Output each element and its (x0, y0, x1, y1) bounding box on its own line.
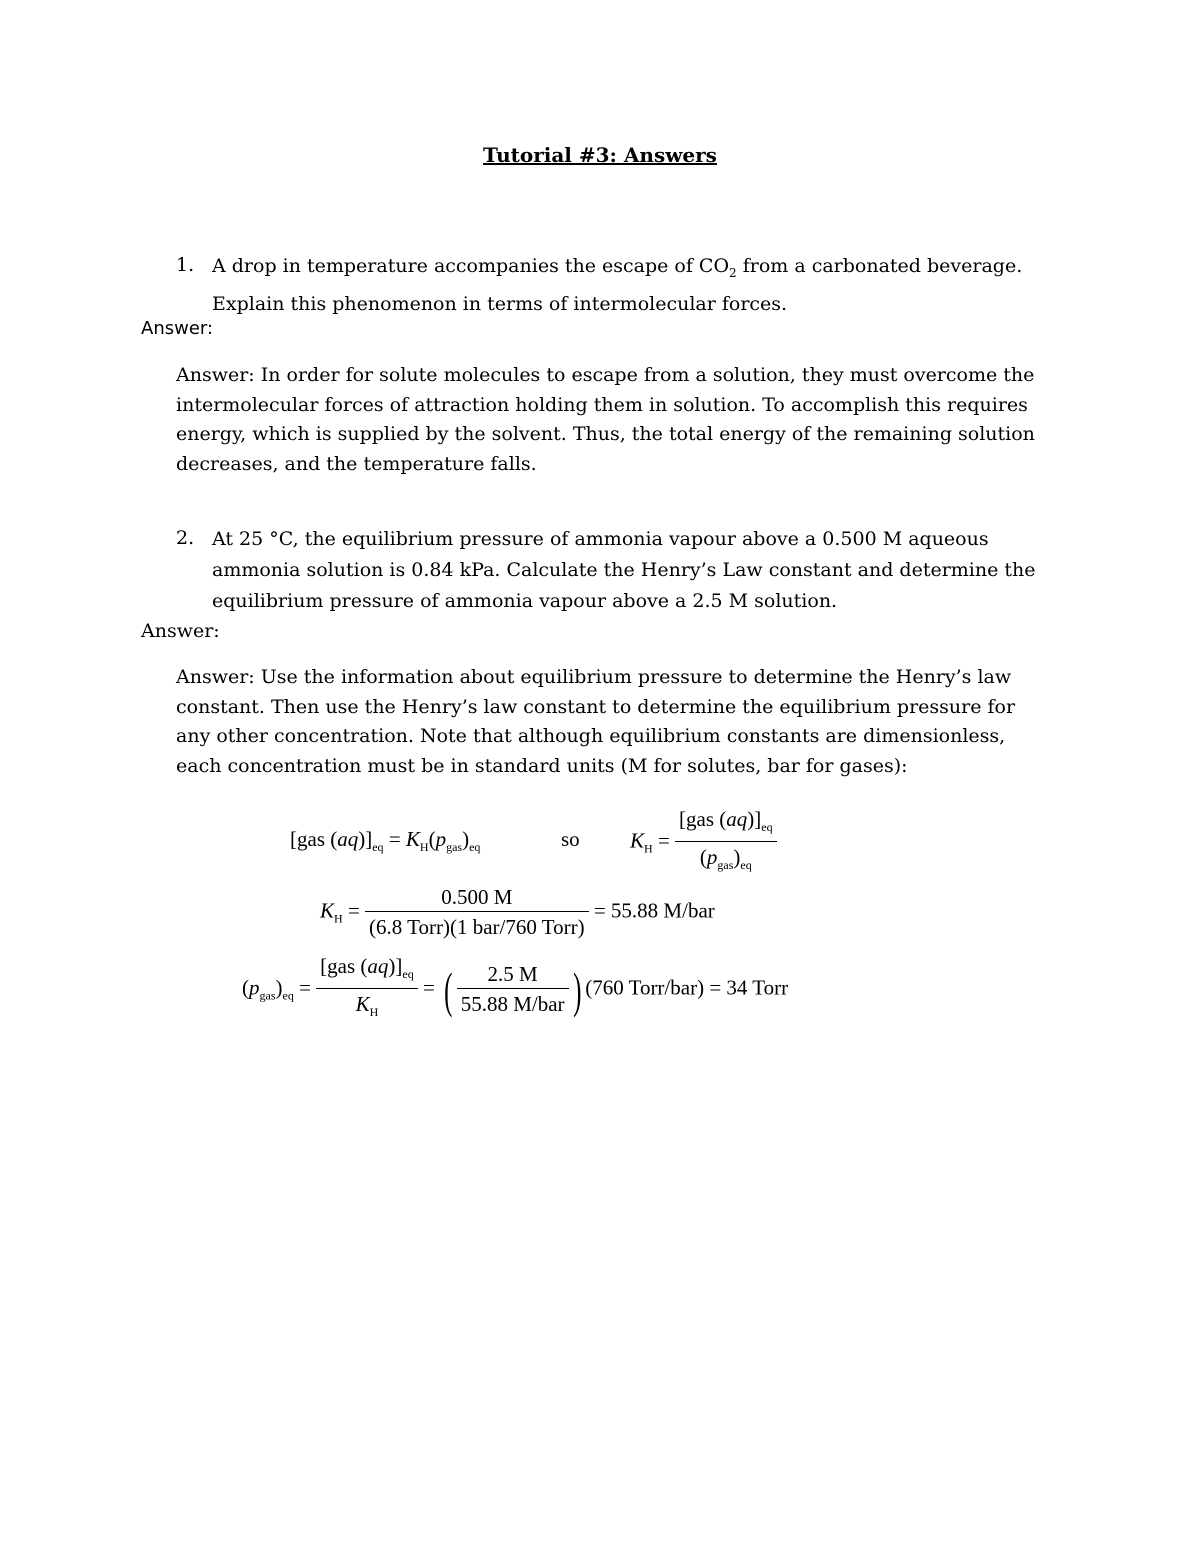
question-1-text (212, 251, 1042, 320)
equation-2 (320, 883, 715, 942)
eq3-open: ( (242, 975, 249, 1000)
eq2-result: = 55.88 M/bar (588, 898, 715, 923)
eq1-rhs-equals: = (652, 828, 676, 853)
eq3-big-paren-close: ) (572, 961, 582, 1018)
question-1-answer-text: Answer: In order for solute molecules to escape from a solution, they must overcome the intermolecular forces of attraction holding them in solution. To accomplish this requires energy, which is supplied by the solvent. Thus, the total energy of the remaining solution decreases, and the temperature falls. (176, 364, 1035, 475)
question-2-number: 2. (176, 527, 195, 549)
eq1-bracket-open: [gas ( (290, 827, 338, 851)
question-1-line2: Explain this phenomenon in terms of intermolecular forces. (212, 292, 788, 315)
eq1-den-sub-gas: gas (717, 858, 734, 873)
eq3-sub-gas: gas (259, 988, 276, 1003)
eq1-fraction-denominator (675, 842, 777, 880)
question-2-text: At 25 °C, the equilibrium pressure of ammonia vapour above a 0.500 M aqueous ammonia solution is 0.84 kPa. Calculate the Henry’s Law constant and determine the equilibrium pressure of ammonia vapour above a 2.5 M solution. (212, 528, 1036, 612)
question-1-answer-label: Answer: (141, 318, 214, 339)
eq1-num-pre: [gas ( (679, 807, 727, 831)
eq1-den-p: p (706, 845, 718, 870)
eq1-den-close: ) (733, 845, 741, 870)
question-2-answer-text: Answer: Use the information about equilibrium pressure to determine the Henry’s law constant. Then use the Henry’s law constant to determine the equilibrium pressure for any other concentration. Note that although equilibrium constants are dimensionless, each concentration must be in standard units (M for solutes, bar for gases): (176, 666, 1016, 777)
eq1-paren-close: ) (462, 827, 470, 851)
eq3-frac2-num: 2.5 M (457, 960, 569, 989)
eq3-close: ) (275, 975, 283, 1000)
eq2-k: K (320, 898, 335, 923)
eq3-den-sub-h: H (369, 1005, 379, 1020)
question-1-number: 1. (176, 254, 195, 276)
eq3-equals-1: = (293, 975, 317, 1000)
equation-1-rhs (630, 805, 777, 880)
eq1-sub-eq-2: eq (469, 840, 481, 855)
eq3-tail: (760 Torr/bar) = 34 Torr (585, 975, 789, 1000)
eq1-sub-h: H (419, 840, 429, 855)
eq2-sub-h: H (334, 911, 343, 926)
page-title: Tutorial #3: Answers (483, 143, 717, 167)
eq1-num-post: )] (747, 807, 762, 831)
eq2-denominator: (6.8 Torr)(1 bar/760 Torr) (369, 915, 585, 939)
eq1-equals: = (383, 827, 406, 851)
eq3-big-paren-open: ( (444, 961, 453, 1018)
question-1-line1-post: from a carbonated beverage. (736, 255, 1023, 277)
eq3-fraction-2 (457, 960, 569, 1019)
equation-1-lhs (290, 827, 480, 855)
eq3-fraction-1 (316, 952, 418, 1027)
eq3-frac2-den: 55.88 M/bar (460, 992, 565, 1017)
eq1-sub-eq: eq (372, 840, 384, 855)
eq3-num-post: )] (388, 954, 403, 978)
eq1-sub-gas: gas (446, 840, 463, 855)
eq2-numerator: 0.500 M (365, 883, 589, 912)
question-2-answer-label: Answer: (141, 620, 220, 642)
eq1-rhs-k: K (630, 828, 645, 853)
equation-1-so: so (561, 827, 580, 851)
eq3-den-k: K (355, 992, 370, 1017)
eq2-equals: = (342, 898, 366, 923)
eq1-den-open: ( (699, 845, 707, 870)
eq1-p: p (435, 827, 447, 851)
co2-subscript: 2 (729, 265, 737, 280)
eq3-frac1-num (316, 952, 418, 989)
eq1-num-sub: eq (761, 820, 773, 835)
eq3-frac1-den (316, 989, 418, 1027)
eq2-fraction (365, 883, 589, 942)
eq1-paren-open: ( (428, 827, 436, 851)
eq1-den-sub-eq: eq (740, 858, 752, 873)
eq1-k: K (405, 827, 420, 851)
question-1-line1-pre: A drop in temperature accompanies the escape of CO (212, 255, 730, 277)
eq1-fraction (675, 805, 777, 880)
eq3-equals-2: = (417, 975, 441, 1000)
eq3-num-pre: [gas ( (320, 954, 368, 978)
eq3-num-sub: eq (402, 967, 414, 982)
eq1-rhs-sub-h: H (644, 841, 653, 856)
eq3-num-aq: aq (367, 954, 389, 978)
eq1-fraction-numerator (675, 805, 777, 842)
equation-3 (242, 952, 788, 1027)
eq3-sub-eq: eq (282, 988, 294, 1003)
eq1-num-aq: aq (726, 807, 748, 831)
eq3-p: p (249, 975, 260, 1000)
eq1-aq: aq (337, 827, 359, 851)
eq1-bracket-close: )] (358, 827, 373, 851)
